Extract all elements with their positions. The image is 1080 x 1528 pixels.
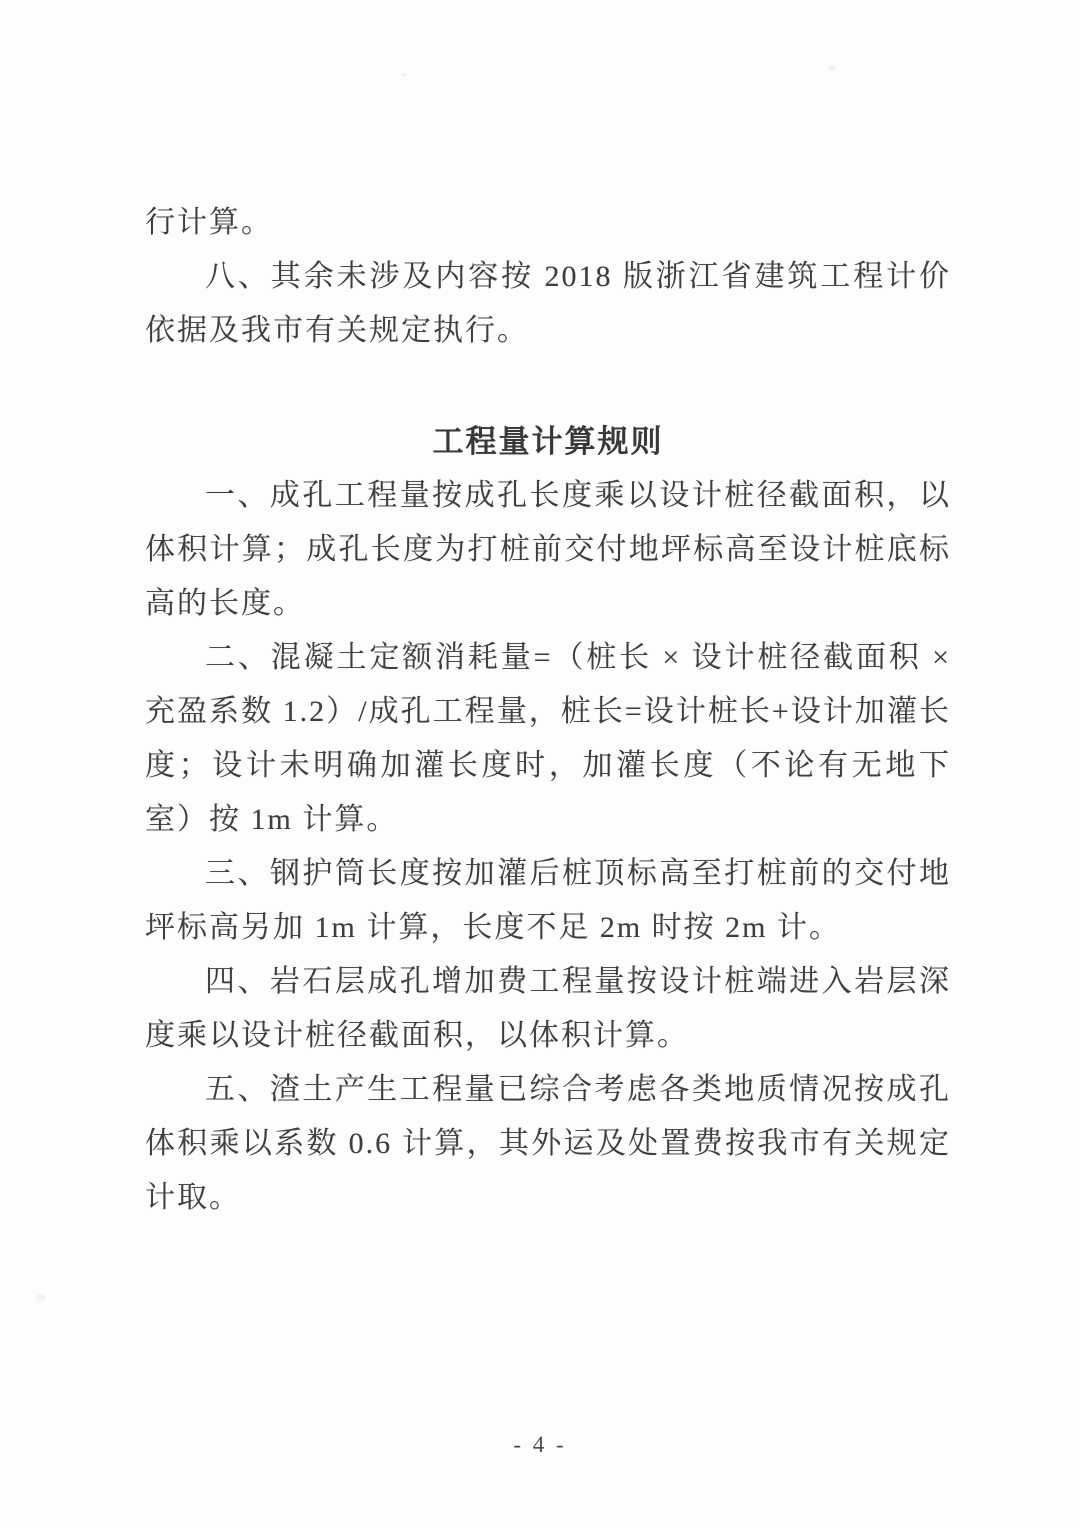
- scan-artifact: [36, 1294, 46, 1301]
- scan-artifact: [402, 73, 407, 77]
- paragraph-item-eight: 八、其余未涉及内容按 2018 版浙江省建筑工程计价依据及我市有关规定执行。: [145, 260, 951, 347]
- rule-paragraph-5: 五、渣土产生工程量已综合考虑各类地质情况按成孔体积乘以系数 0.6 计算，其外运及处置费按我市有关规定计取。: [145, 1073, 951, 1214]
- section-title: 工程量计算规则: [432, 424, 664, 459]
- rule-paragraph-4: 四、岩石层成孔增加费工程量按设计桩端进入岩层深度乘以设计桩径截面积，以体积计算。: [145, 965, 951, 1052]
- rule-paragraph-1: 一、成孔工程量按成孔长度乘以设计桩径截面积，以体积计算；成孔长度为打桩前交付地坪标高至设计桩底标高的长度。: [145, 479, 951, 620]
- paragraph-continuation: 行计算。: [145, 206, 273, 239]
- page-number: - 4 -: [513, 1432, 567, 1457]
- document-body: [145, 196, 951, 1225]
- rule-paragraph-2: 二、混凝土定额消耗量=（桩长 × 设计桩径截面积 × 充盈系数 1.2）/成孔工程量，桩长=设计桩长+设计加灌长度；设计未明确加灌长度时，加灌长度（不论有无地下室）按 1m 计算。: [145, 641, 951, 836]
- rule-paragraph-3: 三、钢护筒长度按加灌后桩顶标高至打桩前的交付地坪标高另加 1m 计算，长度不足 2m 时按 2m 计。: [145, 857, 951, 944]
- scan-artifact: [828, 66, 835, 71]
